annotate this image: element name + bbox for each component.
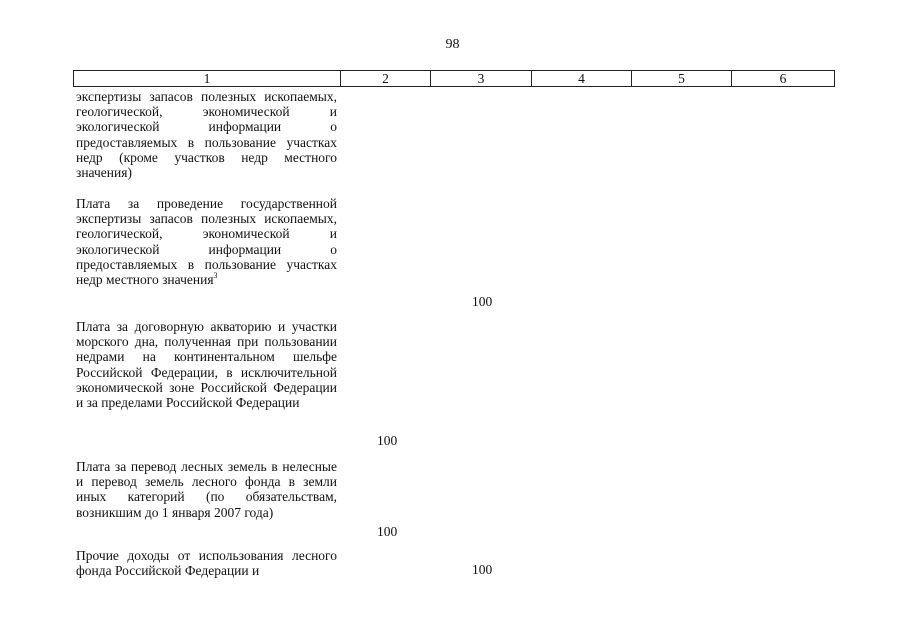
row-5-description: Прочие доходы от использования лесного фонда Российской Федерации и: [76, 548, 337, 579]
page-number: 98: [445, 37, 460, 52]
row-2-text: [76, 196, 337, 287]
row-3-text: [76, 319, 337, 410]
row-1-description: экспертизы запасов полезных ископаемых, геологической, экономической и экологической информации о предоставляемых в пользование участках недр (кроме участков недр местного значения): [76, 89, 337, 181]
row-5-text: [76, 548, 337, 578]
row-4-col2-value: 100: [377, 524, 398, 539]
row-2-col3-value: 100: [472, 294, 493, 309]
row-2-footnote: 3: [213, 271, 218, 281]
row-4-text: [76, 459, 337, 520]
row-4-description: Плата за перевод лесных земель в нелесные и перевод земель лесного фонда в земли иных категорий (по обязательствам, возникшим до 1 января 2007 года): [76, 459, 337, 520]
column-header-row: [74, 71, 835, 87]
row-3-description: Плата за договорную акваторию и участки морского дна, полученная при пользовании недрами на континентальном шельфе Российской Федерации, в исключительной экономической зоне Российской Федерации и за пределами Российской Федерации: [76, 319, 337, 411]
column-header-6: 6: [732, 71, 835, 87]
row-5-col3-value: 100: [472, 562, 493, 577]
column-header-2: 2: [341, 71, 431, 87]
row-2-description: Плата за проведение государственной экспертизы запасов полезных ископаемых, геологической, экономической и экологической информации о предоставляемых в пользование участках недр местного значения: [76, 196, 337, 288]
column-header-4: 4: [532, 71, 632, 87]
row-1-text: [76, 89, 337, 180]
column-header-1: 1: [74, 71, 341, 87]
column-header-3: 3: [431, 71, 532, 87]
row-3-col2-value: 100: [377, 433, 398, 448]
column-header-5: 5: [632, 71, 732, 87]
column-header-table: [73, 70, 835, 87]
